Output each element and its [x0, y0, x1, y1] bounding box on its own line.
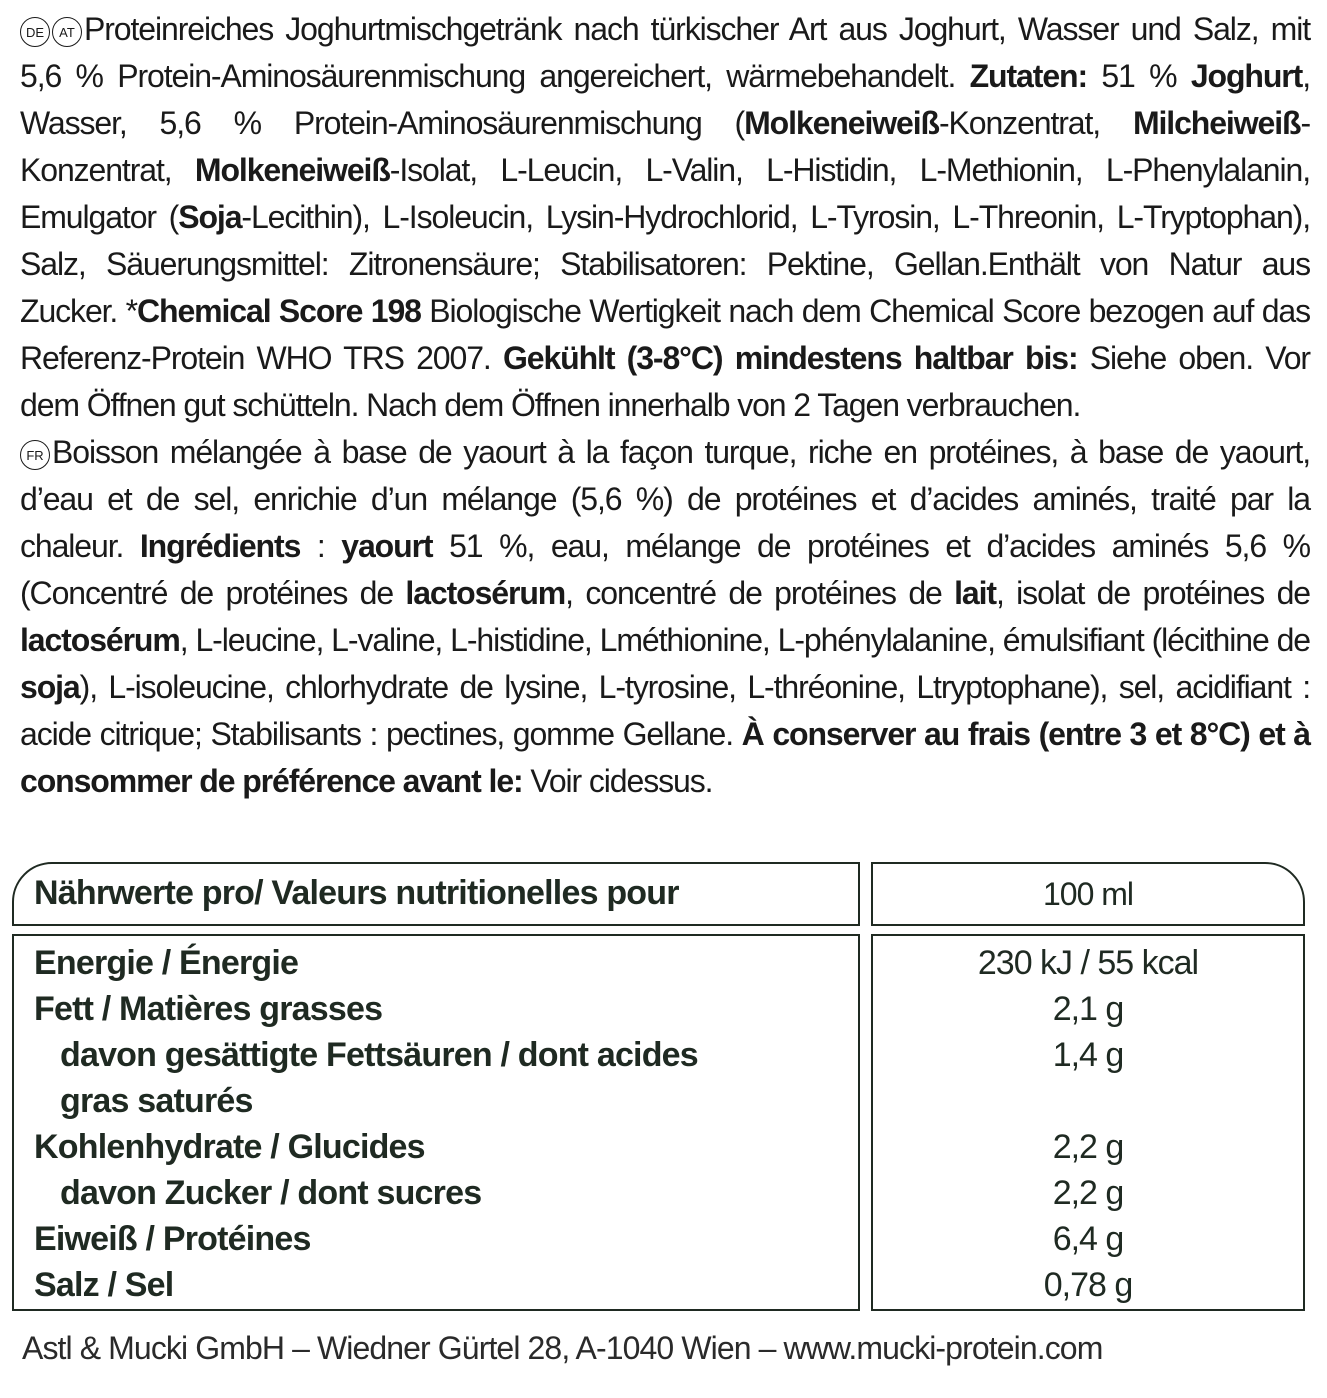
nutrient-label-saturated-fat: davon gesättigte Fettsäuren / dont acides	[60, 1036, 698, 1074]
ingredients-text-block	[20, 6, 1310, 805]
nutrition-header-label: Nährwerte pro/ Valeurs nutritionelles pour	[34, 874, 679, 912]
allergen-molkeneiweiss: Molkeneiweiß	[194, 152, 390, 188]
nutrient-value-energy: 230 kJ / 55 kcal	[977, 944, 1199, 982]
allergen-soja: soja	[20, 669, 80, 705]
fr-storage-label: À conserver au frais (entre 3 et 8°C) et à consommer de préférence avant le:	[20, 716, 1310, 799]
nutrition-labels-cell	[12, 934, 860, 1311]
nutrition-header-value: 100 ml	[1042, 876, 1134, 912]
nutrition-header-label-cell	[12, 862, 860, 926]
fr-text: ), L-isoleucine, chlorhydrate de lysine, L-tyrosine, L-thréonine, Ltryptophane), sel, acidifiant : acide citrique; Stabilisants : pectines, gomme Gellane.	[20, 669, 1310, 752]
fr-storage-text: Voir cidessus.	[522, 763, 713, 799]
allergen-milcheiweiss: Milcheiweiß	[1132, 105, 1301, 141]
de-storage-text: Siehe oben. Vor dem Öffnen gut schütteln. Nach dem Öffnen innerhalb von 2 Tagen verbrauchen.	[20, 340, 1310, 423]
french-section	[20, 429, 1310, 805]
allergen-lactoserum: lactosérum	[405, 575, 566, 611]
nutrient-label-fat: Fett / Matières grasses	[34, 990, 383, 1028]
de-text: , Wasser, 5,6 % Protein-Aminosäurenmischung (	[20, 58, 1311, 141]
allergen-lactoserum: lactosérum	[20, 622, 180, 658]
fr-text: , isolat de protéines de	[995, 575, 1310, 611]
lang-badge-fr: FR	[20, 440, 50, 470]
fr-text: :	[300, 528, 342, 564]
chemical-score: Chemical Score 198	[137, 293, 421, 329]
nutrient-label-carbohydrates: Kohlenhydrate / Glucides	[34, 1128, 425, 1166]
nutrition-values-cell	[871, 934, 1305, 1311]
nutrient-value-fat: 2,1 g	[1052, 990, 1124, 1028]
de-text: -Konzentrat,	[938, 105, 1133, 141]
nutrient-label-energy: Energie / Énergie	[34, 944, 299, 982]
nutrient-value-salt: 0,78 g	[1043, 1266, 1133, 1304]
allergen-molkeneiweiss: Molkeneiweiß	[744, 105, 939, 141]
de-intro: Proteinreiches Joghurtmischgetränk nach türkischer Art aus Joghurt, Wasser und Salz, mit 5,6 % Protein-Aminosäurenmischung angereichert, wärmebehandelt.	[20, 11, 1310, 94]
de-text: -Isolat, L-Leucin, L-Valin, L-Histidin, L-Methionin, L-Phenylalanin, Emulgator (	[20, 152, 1310, 235]
fr-text: 51 %, eau, mélange de protéines et d’acides aminés 5,6 % (Concentré de protéines de	[20, 528, 1310, 611]
allergen-joghurt: Joghurt	[1190, 58, 1303, 94]
allergen-lait: lait	[954, 575, 996, 611]
nutrition-header-value-cell	[871, 862, 1305, 926]
nutrient-value-sugars: 2,2 g	[1052, 1174, 1124, 1212]
fr-intro: Boisson mélangée à base de yaourt à la façon turque, riche en protéines, à base de yaourt, d’eau et de sel, enrichie d’un mélange (5,6 %) de protéines et d’acides aminés, traité par la chaleur.	[20, 434, 1310, 564]
allergen-yaourt: yaourt	[341, 528, 433, 564]
de-text: 51 %	[1087, 58, 1191, 94]
fr-text: , concentré de protéines de	[565, 575, 955, 611]
nutrient-label-saturated-fat-cont: gras saturés	[60, 1082, 253, 1120]
de-text: -Konzentrat,	[20, 105, 1311, 188]
german-section	[20, 6, 1310, 429]
nutrient-value-carbohydrates: 2,2 g	[1052, 1128, 1124, 1166]
fr-ingredients-label: Ingrédients	[139, 528, 301, 564]
fr-text: , L-leucine, L-valine, L-histidine, Lméthionine, L-phénylalanine, émulsifiant (lécithine de	[179, 622, 1310, 658]
allergen-soja: Soja	[178, 199, 242, 235]
nutrient-value-protein: 6,4 g	[1052, 1220, 1124, 1258]
lang-badge-at: AT	[52, 17, 82, 47]
lang-badge-de: DE	[20, 17, 50, 47]
de-text: -Lecithin), L-Isoleucin, Lysin-Hydrochlorid, L-Tyrosin, L-Threonin, L-Tryptophan), Salz, Säuerungsmittel: Zitronensäure; Stabilisatoren: Pektine, Gellan.Enthält von Natur aus Zucker. *	[20, 199, 1310, 329]
de-text: Biologische Wertigkeit nach dem Chemical Score bezogen auf das Referenz-Protein WHO TRS 2007.	[20, 293, 1310, 376]
manufacturer-address: Astl & Mucki GmbH – Wiedner Gürtel 28, A-1040 Wien – www.mucki-protein.com	[22, 1330, 1103, 1366]
nutrient-label-salt: Salz / Sel	[34, 1266, 174, 1304]
nutrient-value-saturated-fat: 1,4 g	[1052, 1036, 1124, 1074]
nutrient-label-protein: Eiweiß / Protéines	[34, 1220, 311, 1258]
de-storage-label: Gekühlt (3-8°C) mindestens haltbar bis:	[502, 340, 1078, 376]
de-zutaten-label: Zutaten:	[969, 58, 1088, 94]
nutrient-label-sugars: davon Zucker / dont sucres	[60, 1174, 482, 1212]
